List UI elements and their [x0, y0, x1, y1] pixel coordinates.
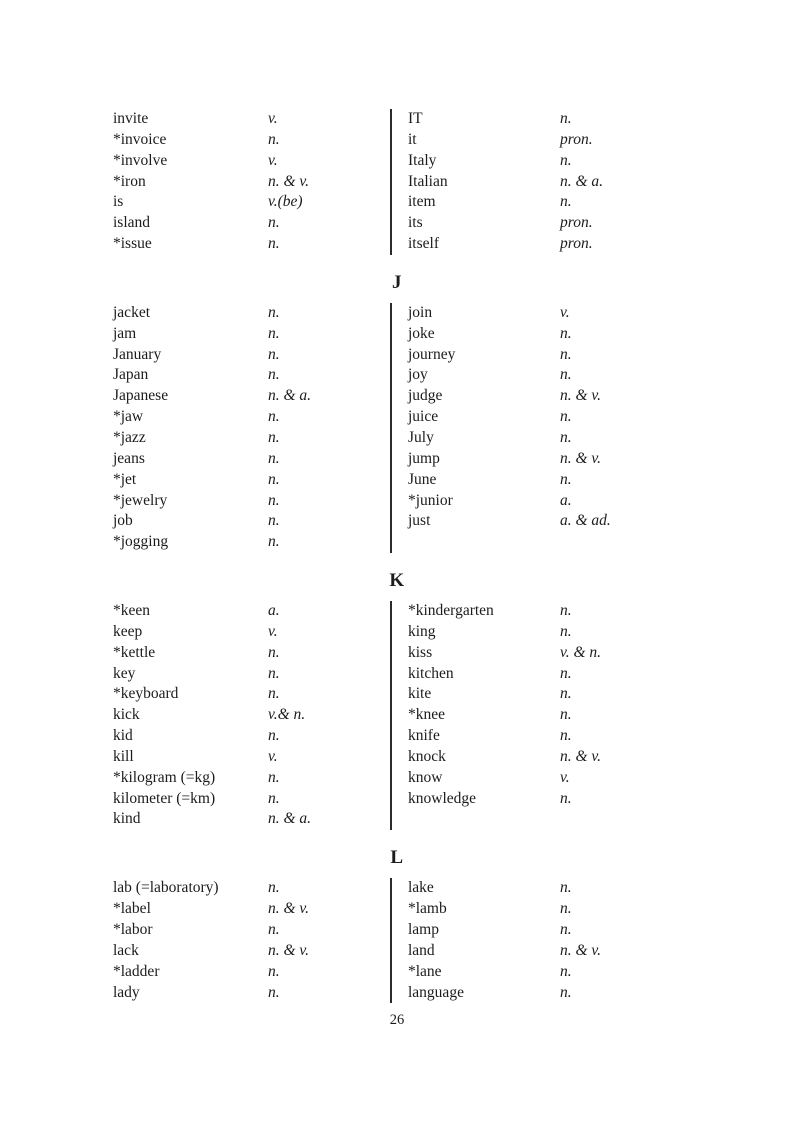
column-divider: [390, 601, 392, 830]
entry-word: *label: [113, 900, 151, 918]
entry-part-of-speech: a.: [268, 602, 280, 620]
entry-word: July: [408, 428, 434, 446]
entry-part-of-speech: n. & v.: [560, 387, 602, 405]
entry-word: *jewelry: [113, 491, 168, 509]
entry-row: [408, 941, 773, 962]
entry-part-of-speech: n.: [560, 962, 572, 980]
entry-part-of-speech: v.: [268, 110, 278, 127]
entry-part-of-speech: n.: [560, 900, 572, 918]
entry-part-of-speech: n. & v.: [560, 747, 602, 765]
entry-row: [408, 324, 773, 345]
entry-row: [408, 878, 773, 899]
entry-row: [408, 920, 773, 941]
entry-word: kill: [113, 747, 134, 765]
entry-part-of-speech: n.: [560, 879, 572, 897]
entry-word: lack: [113, 941, 139, 959]
entry-row: [113, 365, 390, 386]
entry-row: [408, 789, 773, 810]
entry-word: kite: [408, 685, 432, 703]
entry-word: kilometer (=km): [113, 789, 216, 807]
entry-part-of-speech: v.: [560, 303, 570, 321]
entry-part-of-speech: n.: [268, 789, 280, 807]
entry-word: lamp: [408, 921, 439, 938]
entry-row: [113, 407, 390, 428]
entry-row: [408, 213, 773, 234]
entry-part-of-speech: n.: [268, 664, 280, 682]
entry-part-of-speech: n.: [268, 921, 280, 938]
entry-row: [408, 303, 773, 324]
column-divider: [390, 878, 392, 1003]
entry-word: *jazz: [113, 428, 146, 446]
entry-word: Japanese: [113, 387, 169, 405]
entry-part-of-speech: n. & v.: [268, 941, 310, 959]
entry-part-of-speech: n.: [268, 408, 280, 426]
entry-part-of-speech: n.: [560, 983, 572, 1001]
entry-part-of-speech: v. & n.: [560, 643, 602, 661]
entry-row: [408, 899, 773, 920]
entry-part-of-speech: n.: [560, 366, 572, 384]
entry-row: [408, 234, 773, 255]
entry-part-of-speech: n.: [560, 345, 572, 363]
left-column: [113, 303, 390, 553]
entry-row: [408, 601, 773, 622]
entry-part-of-speech: n.: [560, 470, 572, 488]
right-column: [408, 303, 773, 553]
entry-row: [408, 109, 773, 130]
entry-row: [113, 809, 390, 830]
entry-word: IT: [408, 110, 423, 127]
entry-row: [113, 192, 390, 213]
entry-word: *invoice: [113, 130, 167, 148]
entry-row: [113, 532, 390, 553]
entry-part-of-speech: v.: [268, 622, 278, 640]
entry-row: [113, 470, 390, 491]
entry-part-of-speech: n.: [268, 879, 280, 897]
entry-row: [113, 130, 390, 151]
entry-part-of-speech: pron.: [560, 130, 593, 148]
entry-part-of-speech: n. & a.: [268, 387, 312, 405]
entry-word: *issue: [113, 235, 152, 253]
entry-word: *lamb: [408, 900, 447, 918]
entry-word: land: [408, 941, 435, 959]
entry-word: knowledge: [408, 789, 477, 807]
entry-row: [113, 768, 390, 789]
entry-part-of-speech: n.: [268, 768, 280, 786]
column-divider: [390, 109, 392, 255]
entry-word: jeans: [113, 449, 145, 467]
entry-word: Italy: [408, 151, 437, 169]
entry-part-of-speech: n.: [268, 345, 280, 363]
entry-word: king: [408, 622, 436, 640]
entry-word: just: [408, 512, 431, 530]
entry-word: *junior: [408, 491, 453, 509]
entry-part-of-speech: n.: [560, 622, 572, 640]
entry-part-of-speech: n.: [560, 789, 572, 807]
section-header-l: L: [390, 847, 404, 869]
entry-row: [113, 941, 390, 962]
entry-part-of-speech: n.: [268, 512, 280, 530]
entry-word: lady: [113, 983, 140, 1001]
entry-word: item: [408, 193, 436, 211]
right-column: [408, 109, 773, 255]
column-divider: [390, 303, 392, 553]
entry-word: itself: [408, 235, 439, 253]
entry-word: joy: [408, 366, 428, 384]
entry-part-of-speech: n.: [268, 428, 280, 446]
entry-part-of-speech: v.& n.: [268, 706, 306, 724]
entry-part-of-speech: v.(be): [268, 193, 303, 211]
entry-part-of-speech: n.: [268, 449, 280, 467]
section-k: [113, 601, 773, 830]
entry-row: [113, 726, 390, 747]
entry-part-of-speech: n. & a.: [560, 172, 604, 190]
section-l: [113, 878, 773, 1003]
entry-part-of-speech: n. & v.: [560, 449, 602, 467]
entry-row: [408, 511, 773, 532]
entry-row: [113, 789, 390, 810]
entry-part-of-speech: n.: [268, 130, 280, 148]
entry-part-of-speech: pron.: [560, 235, 593, 253]
entry-row: [408, 407, 773, 428]
entry-word: knife: [408, 727, 440, 745]
entry-row: [113, 705, 390, 726]
entry-row: [408, 151, 773, 172]
entry-part-of-speech: n.: [560, 408, 572, 426]
entry-part-of-speech: n.: [560, 110, 572, 127]
entry-word: join: [408, 303, 433, 321]
entry-word: Japan: [113, 366, 149, 384]
entry-word: journey: [408, 345, 456, 363]
left-column: [113, 601, 390, 830]
entry-row: [113, 109, 390, 130]
section-header-j: J: [392, 271, 402, 293]
entry-row: [113, 878, 390, 899]
entry-part-of-speech: n.: [560, 428, 572, 446]
entry-row: [113, 303, 390, 324]
entry-word: jam: [113, 324, 137, 342]
entry-part-of-speech: n.: [560, 685, 572, 703]
entry-word: *kettle: [113, 643, 156, 661]
entry-row: [408, 386, 773, 407]
entry-word: island: [113, 214, 151, 232]
entry-part-of-speech: pron.: [560, 214, 593, 232]
entry-row: [408, 470, 773, 491]
entry-word: juice: [408, 408, 439, 426]
entry-row: [113, 213, 390, 234]
right-column: [408, 601, 773, 830]
entry-row: [408, 643, 773, 664]
entry-row: [408, 365, 773, 386]
entry-row: [113, 172, 390, 193]
entry-part-of-speech: v.: [560, 768, 570, 786]
page-number: 26: [389, 1012, 405, 1028]
entry-word: kind: [113, 810, 141, 828]
entry-part-of-speech: n.: [560, 706, 572, 724]
entry-row: [113, 601, 390, 622]
entry-part-of-speech: v.: [268, 747, 278, 765]
entry-word: kick: [113, 706, 140, 724]
entry-row: [113, 324, 390, 345]
entry-part-of-speech: n.: [268, 983, 280, 1001]
entry-word: lab (=laboratory): [113, 879, 219, 897]
entry-row: [408, 684, 773, 705]
entry-word: kid: [113, 727, 133, 745]
entry-word: it: [408, 130, 417, 148]
entry-row: [113, 345, 390, 366]
entry-word: is: [113, 193, 124, 211]
entry-row: [113, 511, 390, 532]
entry-row: [113, 899, 390, 920]
entry-word: jacket: [113, 303, 151, 321]
entry-part-of-speech: n.: [268, 303, 280, 321]
entry-part-of-speech: a. & ad.: [560, 512, 611, 530]
vocabulary-list: [113, 109, 794, 1003]
section-j: [113, 303, 773, 553]
entry-part-of-speech: n.: [268, 366, 280, 384]
entry-word: its: [408, 214, 423, 232]
entry-part-of-speech: n.: [560, 727, 572, 745]
entry-word: June: [408, 470, 437, 488]
entry-part-of-speech: n.: [268, 491, 280, 509]
entry-word: *involve: [113, 151, 168, 169]
entry-part-of-speech: a.: [560, 491, 572, 509]
entry-part-of-speech: n.: [268, 470, 280, 488]
entry-row: [408, 962, 773, 983]
entry-word: *kilogram (=kg): [113, 768, 216, 786]
entry-part-of-speech: n.: [560, 193, 572, 211]
entry-row: [113, 491, 390, 512]
entry-row: [408, 768, 773, 789]
entry-row: [408, 130, 773, 151]
entry-word: *knee: [408, 706, 446, 724]
entry-row: [113, 962, 390, 983]
entry-word: kiss: [408, 643, 433, 661]
entry-row: [113, 428, 390, 449]
entry-word: know: [408, 768, 443, 786]
entry-word: *labor: [113, 921, 153, 938]
entry-word: *jet: [113, 470, 137, 488]
entry-row: [408, 983, 773, 1004]
entry-part-of-speech: n.: [560, 602, 572, 620]
entry-part-of-speech: n.: [268, 727, 280, 745]
entry-row: [408, 172, 773, 193]
entry-word: lake: [408, 879, 434, 897]
entry-row: [408, 345, 773, 366]
entry-part-of-speech: n. & v.: [268, 900, 310, 918]
entry-part-of-speech: v.: [268, 151, 278, 169]
entry-row: [113, 449, 390, 470]
entry-part-of-speech: n.: [268, 324, 280, 342]
entry-row: [408, 491, 773, 512]
entry-part-of-speech: n.: [560, 664, 572, 682]
entry-part-of-speech: n.: [268, 533, 280, 551]
entry-word: *lane: [408, 962, 442, 980]
entry-part-of-speech: n. & v.: [560, 941, 602, 959]
entry-word: knock: [408, 747, 446, 765]
entry-part-of-speech: n.: [560, 151, 572, 169]
entry-row: [113, 386, 390, 407]
entry-word: key: [113, 664, 136, 682]
entry-word: *iron: [113, 172, 146, 190]
entry-word: joke: [408, 324, 435, 342]
entry-row: [408, 192, 773, 213]
entry-word: jump: [408, 449, 440, 467]
entry-word: language: [408, 983, 464, 1001]
left-column: [113, 109, 390, 255]
entry-row: [408, 622, 773, 643]
entry-part-of-speech: n.: [560, 921, 572, 938]
entry-word: January: [113, 345, 162, 363]
entry-row: [113, 664, 390, 685]
entry-part-of-speech: n. & v.: [268, 172, 310, 190]
entry-row: [113, 643, 390, 664]
entry-word: judge: [408, 387, 443, 405]
entry-word: *kindergarten: [408, 602, 494, 620]
entry-row: [113, 920, 390, 941]
entry-part-of-speech: n.: [268, 214, 280, 232]
entry-row: [113, 622, 390, 643]
left-column: [113, 878, 390, 1003]
entry-word: Italian: [408, 172, 448, 190]
entry-word: *jogging: [113, 533, 169, 551]
entry-row: [408, 428, 773, 449]
entry-row: [408, 747, 773, 768]
section-i-continued: [113, 109, 773, 255]
entry-row: [113, 983, 390, 1004]
entry-part-of-speech: n.: [560, 324, 572, 342]
entry-word: *keen: [113, 602, 151, 620]
entry-row: [408, 705, 773, 726]
section-header-k: K: [389, 570, 405, 592]
entry-word: *jaw: [113, 408, 144, 426]
entry-word: *ladder: [113, 962, 160, 980]
entry-part-of-speech: n. & a.: [268, 810, 312, 828]
entry-row: [113, 234, 390, 255]
right-column: [408, 878, 773, 1003]
entry-row: [113, 684, 390, 705]
entry-row: [408, 726, 773, 747]
entry-word: job: [113, 512, 133, 530]
entry-word: keep: [113, 622, 143, 640]
entry-word: invite: [113, 110, 149, 127]
entry-part-of-speech: n.: [268, 685, 280, 703]
entry-word: *keyboard: [113, 685, 179, 703]
entry-row: [113, 747, 390, 768]
entry-row: [408, 664, 773, 685]
entry-part-of-speech: n.: [268, 643, 280, 661]
entry-word: kitchen: [408, 664, 454, 682]
entry-part-of-speech: n.: [268, 235, 280, 253]
entry-row: [408, 449, 773, 470]
entry-row: [113, 151, 390, 172]
entry-part-of-speech: n.: [268, 962, 280, 980]
